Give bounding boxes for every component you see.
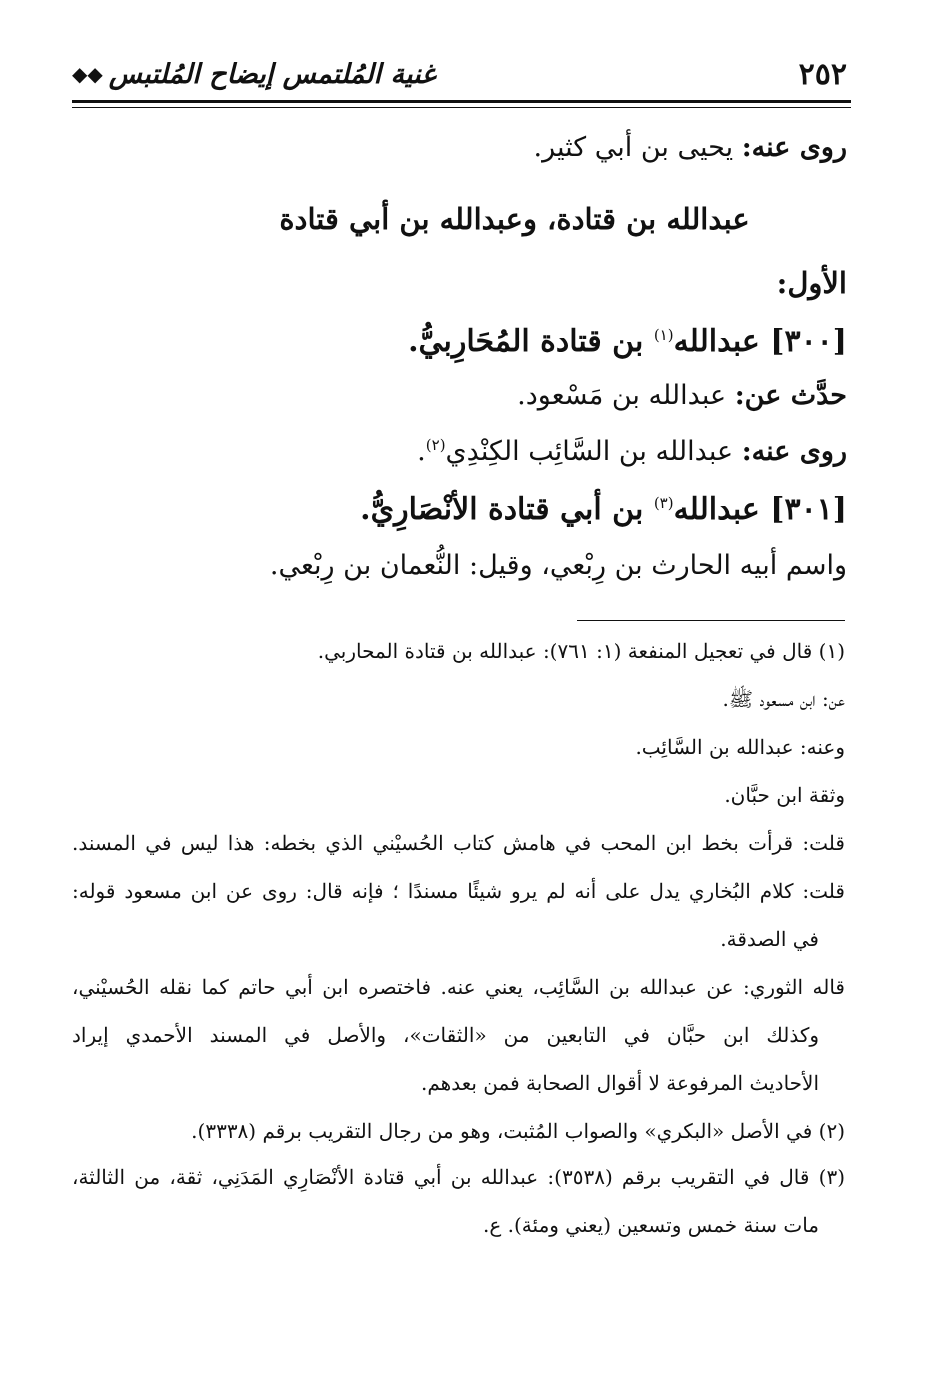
rawa-text-2: عبدالله بن السَّائِب الكِنْدِي [445, 436, 742, 467]
entry-300-name: عبدالله [673, 324, 760, 359]
entry-301-rest: بن أبي قتادة الأنْصَارِيُّ. [360, 492, 654, 527]
hadath-text: عبدالله بن مَسْعود. [517, 380, 735, 411]
rawa-label: روى عنه: [741, 132, 847, 163]
footnote-1-line-10: الأحاديث المرفوعة لا أقوال الصحابة فمن بعدهم. [421, 1071, 819, 1095]
running-title-group [72, 59, 435, 90]
footnote-1-line-7: في الصدقة. [720, 927, 819, 951]
header-rule-thin [72, 107, 851, 108]
footnote-1-line-2: عن: ابن مسعود ﷺ. [722, 687, 845, 711]
rawa-end: . [417, 436, 426, 467]
header-rule-thick [72, 100, 851, 103]
footnote-1-line-5: قلت: قرأت بخط ابن المحب في هامش كتاب الحُسيْني الذي بخطه: هذا ليس في المسند. [72, 831, 845, 855]
footnote-separator [577, 620, 845, 621]
page-header [72, 52, 847, 96]
running-title: غنية المُلتمس إيضاح المُلتبس [108, 58, 436, 90]
entry-300-title [72, 324, 847, 380]
entry-301-number: [٣٠١] [770, 492, 847, 527]
rawa-label-2: روى عنه: [741, 436, 847, 467]
rawa-text: يحيى بن أبي كثير. [533, 132, 742, 163]
footnote-3-line-2: مات سنة خمس وتسعين (يعني ومئة). ع. [483, 1213, 819, 1237]
entry-300-number: [٣٠٠] [770, 324, 847, 359]
footnote-3-line-1: (٣) قال في التقريب برقم (٣٥٣٨): عبدالله بن أبي قتادة الأنْصَارِي المَدَنِي، ثقة، من الثالثة، [72, 1165, 845, 1189]
hadath-label: حدَّث عن: [734, 380, 847, 411]
footnote-ref-1: (١) [653, 326, 674, 344]
footnotes [72, 638, 845, 1260]
footnote-1-line-4: وثقة ابن حبَّان. [724, 783, 845, 807]
main-text [72, 132, 847, 606]
entry-301-note: واسم أبيه الحارث بن رِبْعي، وقيل: النُّعمان بن رِبْعي. [269, 550, 847, 581]
entry-300-rest: بن قتادة المُحَارِبيُّ. [408, 324, 654, 359]
diamond-ornament-icon: ◆◆ [72, 62, 103, 86]
footnote-1-line-9: وكذلك ابن حبَّان في التابعين من «الثقات»، والأصل في المسند الأحمدي إيراد [72, 1023, 819, 1047]
narrators-line [72, 132, 847, 188]
footnote-ref-2: (٢) [425, 436, 446, 454]
footnote-ref-3: (٣) [653, 494, 674, 512]
page-number: ٢٥٢ [798, 56, 847, 92]
entry-301-title [72, 492, 847, 550]
entry-301-name: عبدالله [673, 492, 760, 527]
section-heading: عبدالله بن قتادة، وعبدالله بن أبي قتادة [279, 202, 750, 236]
footnote-1-line-1: (١) قال في تعجيل المنفعة (١: ٧٦١): عبدالله بن قتادة المحاربي. [317, 639, 845, 663]
entry-300-hadath [72, 380, 847, 436]
first-label: الأول: [776, 266, 847, 300]
entry-300-rawa [72, 436, 847, 492]
footnote-1-line-8: قاله الثوري: عن عبدالله بن السَّائِب، يعني عنه. فاختصره ابن أبي حاتم كما نقله الحُسيْني، [72, 975, 845, 999]
footnote-1-line-6: قلت: كلام البُخاري يدل على أنه لم يرو شيئًا مسندًا ؛ فإنه قال: روى عن ابن مسعود قوله: [72, 879, 845, 903]
footnote-2: (٢) في الأصل «البكري» والصواب المُثبت، وهو من رجال التقريب برقم (٣٣٣٨). [191, 1119, 845, 1143]
footnote-1-line-3: وعنه: عبدالله بن السَّائِب. [635, 735, 845, 759]
